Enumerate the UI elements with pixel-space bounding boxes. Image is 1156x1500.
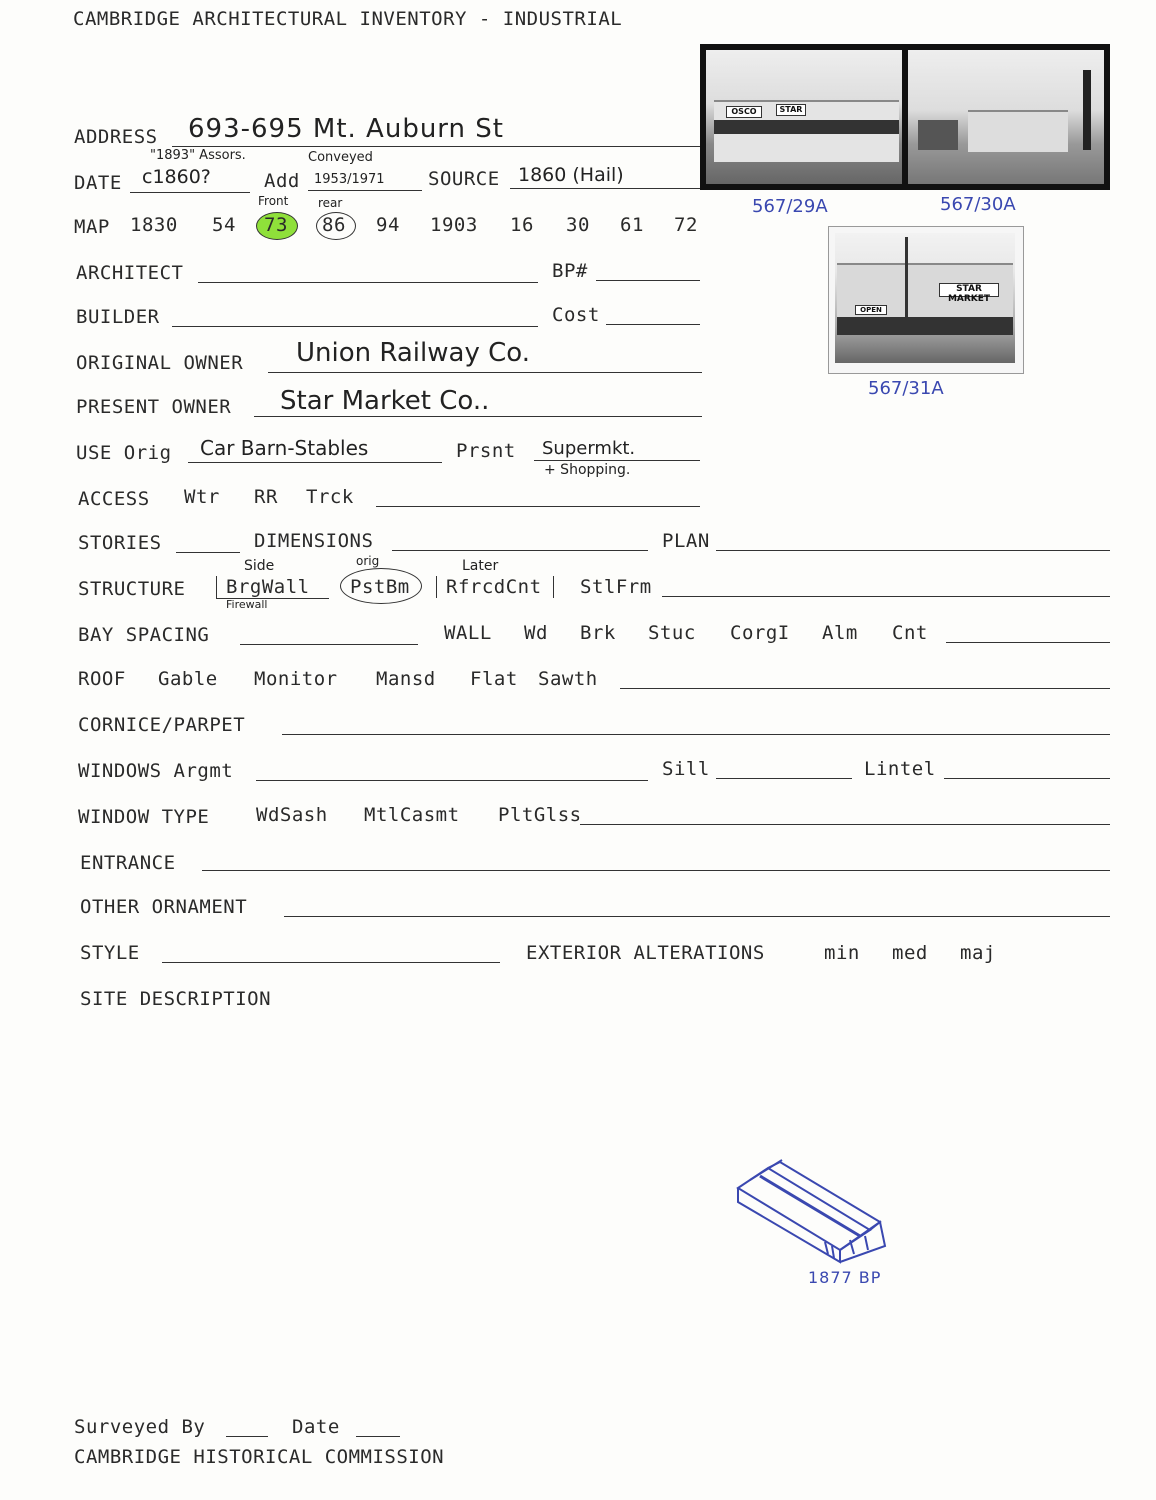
map-year-72: 72 xyxy=(674,214,698,236)
date-add-value: 1953/1971 xyxy=(314,172,385,187)
date-line xyxy=(130,192,250,193)
bay-spacing-label: BAY SPACING xyxy=(78,624,210,646)
source-label: SOURCE xyxy=(428,168,500,190)
entrance-label: ENTRANCE xyxy=(80,852,176,874)
date-label: DATE xyxy=(74,172,122,194)
stories-line xyxy=(176,552,240,553)
photo-caption-31a: 567/31A xyxy=(868,378,944,399)
present-owner-line xyxy=(254,416,702,417)
use-orig-label: USE Orig xyxy=(76,442,172,464)
use-prsnt-value: Supermkt. xyxy=(542,438,636,459)
map-note-front: Front xyxy=(258,194,289,208)
architect-line xyxy=(198,282,538,283)
map-year-1830: 1830 xyxy=(130,214,178,236)
structure-pstbm: PstBm xyxy=(350,576,410,598)
address-value: 693-695 Mt. Auburn St xyxy=(188,114,504,144)
entrance-line xyxy=(202,870,1110,871)
alteration-min: min xyxy=(824,942,860,964)
commission-name: CAMBRIDGE HISTORICAL COMMISSION xyxy=(74,1446,445,1468)
use-prsnt-value-2: + Shopping. xyxy=(544,462,631,478)
roof-gable: Gable xyxy=(158,668,218,690)
date-note: "1893" Assors. xyxy=(150,148,246,163)
bay-spacing-line xyxy=(240,644,418,645)
structure-brgwall: BrgWall xyxy=(226,576,310,598)
style-label: STYLE xyxy=(80,942,140,964)
window-type-label: WINDOW TYPE xyxy=(78,806,210,828)
bp-line xyxy=(596,280,700,281)
window-type-line xyxy=(580,824,1110,825)
style-line xyxy=(162,962,500,963)
use-orig-line xyxy=(188,462,442,463)
structure-note-orig: orig xyxy=(356,554,380,568)
original-owner-value: Union Railway Co. xyxy=(296,338,530,368)
cornice-line xyxy=(282,734,1110,735)
address-line xyxy=(172,146,700,147)
map-note-rear: rear xyxy=(318,196,343,210)
structure-note-side: Side xyxy=(244,558,275,574)
survey-date-label: Date xyxy=(292,1416,340,1438)
use-prsnt-line xyxy=(534,460,700,461)
window-type-mtlcasmt: MtlCasmt xyxy=(364,804,460,826)
dimensions-line xyxy=(392,550,648,551)
stories-label: STORIES xyxy=(78,532,162,554)
map-year-61: 61 xyxy=(620,214,644,236)
roof-label: ROOF xyxy=(78,668,126,690)
structure-stlfrm: StlFrm xyxy=(580,576,652,598)
date-value: c1860? xyxy=(142,166,211,188)
structure-bracket-brgwall xyxy=(216,576,329,599)
cost-label: Cost xyxy=(552,304,600,326)
photo-strip xyxy=(700,44,1110,190)
photo-30a xyxy=(908,50,1104,184)
map-year-86: 86 xyxy=(322,214,346,236)
roof-line xyxy=(620,688,1110,689)
wall-label: WALL xyxy=(444,622,492,644)
cost-line xyxy=(606,324,700,325)
other-ornament-label: OTHER ORNAMENT xyxy=(80,896,248,918)
builder-line xyxy=(172,326,538,327)
surveyed-by-line xyxy=(226,1436,268,1437)
plan-label: PLAN xyxy=(662,530,710,552)
photo-caption-30a: 567/30A xyxy=(940,194,1016,215)
use-prsnt-label: Prsnt xyxy=(456,440,516,462)
sketch-caption: 1877 BP xyxy=(808,1268,882,1287)
date-add-note: Conveyed xyxy=(308,150,373,165)
original-owner-label: ORIGINAL OWNER xyxy=(76,352,244,374)
lintel-label: Lintel xyxy=(864,758,936,780)
roof-mansd: Mansd xyxy=(376,668,436,690)
structure-label: STRUCTURE xyxy=(78,578,186,600)
access-line xyxy=(376,506,700,507)
wall-corgi: CorgI xyxy=(730,622,790,644)
map-year-16: 16 xyxy=(510,214,534,236)
exterior-alterations-label: EXTERIOR ALTERATIONS xyxy=(526,942,765,964)
window-type-wdsash: WdSash xyxy=(256,804,328,826)
dimensions-label: DIMENSIONS xyxy=(254,530,374,552)
photo-caption-29a: 567/29A xyxy=(752,196,828,217)
wall-brk: Brk xyxy=(580,622,616,644)
map-label: MAP xyxy=(74,216,110,238)
wall-wd: Wd xyxy=(524,622,548,644)
access-label: ACCESS xyxy=(78,488,150,510)
windows-line xyxy=(256,780,648,781)
alteration-maj: maj xyxy=(960,942,996,964)
date-add-label: Add xyxy=(264,170,300,192)
sign-open: OPEN xyxy=(855,305,887,315)
sign-star: STAR xyxy=(776,104,806,116)
survey-date-line xyxy=(356,1436,400,1437)
sill-label: Sill xyxy=(662,758,710,780)
map-year-30: 30 xyxy=(566,214,590,236)
roof-sawth: Sawth xyxy=(538,668,598,690)
access-trck: Trck xyxy=(306,486,354,508)
source-value: 1860 (Hail) xyxy=(518,164,624,186)
windows-label: WINDOWS Argmt xyxy=(78,760,234,782)
architect-label: ARCHITECT xyxy=(76,262,184,284)
wall-cnt: Cnt xyxy=(892,622,928,644)
wall-stuc: Stuc xyxy=(648,622,696,644)
map-year-73: 73 xyxy=(264,214,288,236)
sign-star-market: STAR MARKET xyxy=(939,283,999,297)
wall-alm: Alm xyxy=(822,622,858,644)
photo-31a xyxy=(828,226,1024,374)
roof-monitor: Monitor xyxy=(254,668,338,690)
access-rr: RR xyxy=(254,486,278,508)
sill-line xyxy=(716,778,852,779)
structure-note-firewall: Firewall xyxy=(226,598,268,611)
structure-line xyxy=(662,596,1110,597)
bp-label: BP# xyxy=(552,260,588,282)
form-title: CAMBRIDGE ARCHITECTURAL INVENTORY - INDUSTRIAL xyxy=(73,8,623,30)
map-year-94: 94 xyxy=(376,214,400,236)
wall-line xyxy=(946,642,1110,643)
present-owner-label: PRESENT OWNER xyxy=(76,396,232,418)
other-ornament-line xyxy=(284,916,1110,917)
structure-rfrcdcnt: RfrcdCnt xyxy=(446,576,542,598)
date-add-line xyxy=(308,190,422,191)
map-year-54: 54 xyxy=(212,214,236,236)
surveyed-by-label: Surveyed By xyxy=(74,1416,206,1438)
address-label: ADDRESS xyxy=(74,126,158,148)
cornice-label: CORNICE/PARPET xyxy=(78,714,246,736)
original-owner-line xyxy=(268,372,702,373)
roof-flat: Flat xyxy=(470,668,518,690)
builder-label: BUILDER xyxy=(76,306,160,328)
use-orig-value: Car Barn-Stables xyxy=(200,436,369,460)
access-wtr: Wtr xyxy=(184,486,220,508)
sign-osco: OSCO xyxy=(726,106,762,118)
source-line xyxy=(510,188,700,189)
photo-29a xyxy=(706,50,902,184)
lintel-line xyxy=(944,778,1110,779)
plan-line xyxy=(716,550,1110,551)
present-owner-value: Star Market Co.. xyxy=(280,386,490,416)
alteration-med: med xyxy=(892,942,928,964)
site-description-label: SITE DESCRIPTION xyxy=(80,988,272,1010)
map-year-1903: 1903 xyxy=(430,214,478,236)
structure-note-later: Later xyxy=(462,558,499,574)
building-sketch xyxy=(720,1150,900,1270)
window-type-pltglss: PltGlss xyxy=(498,804,582,826)
